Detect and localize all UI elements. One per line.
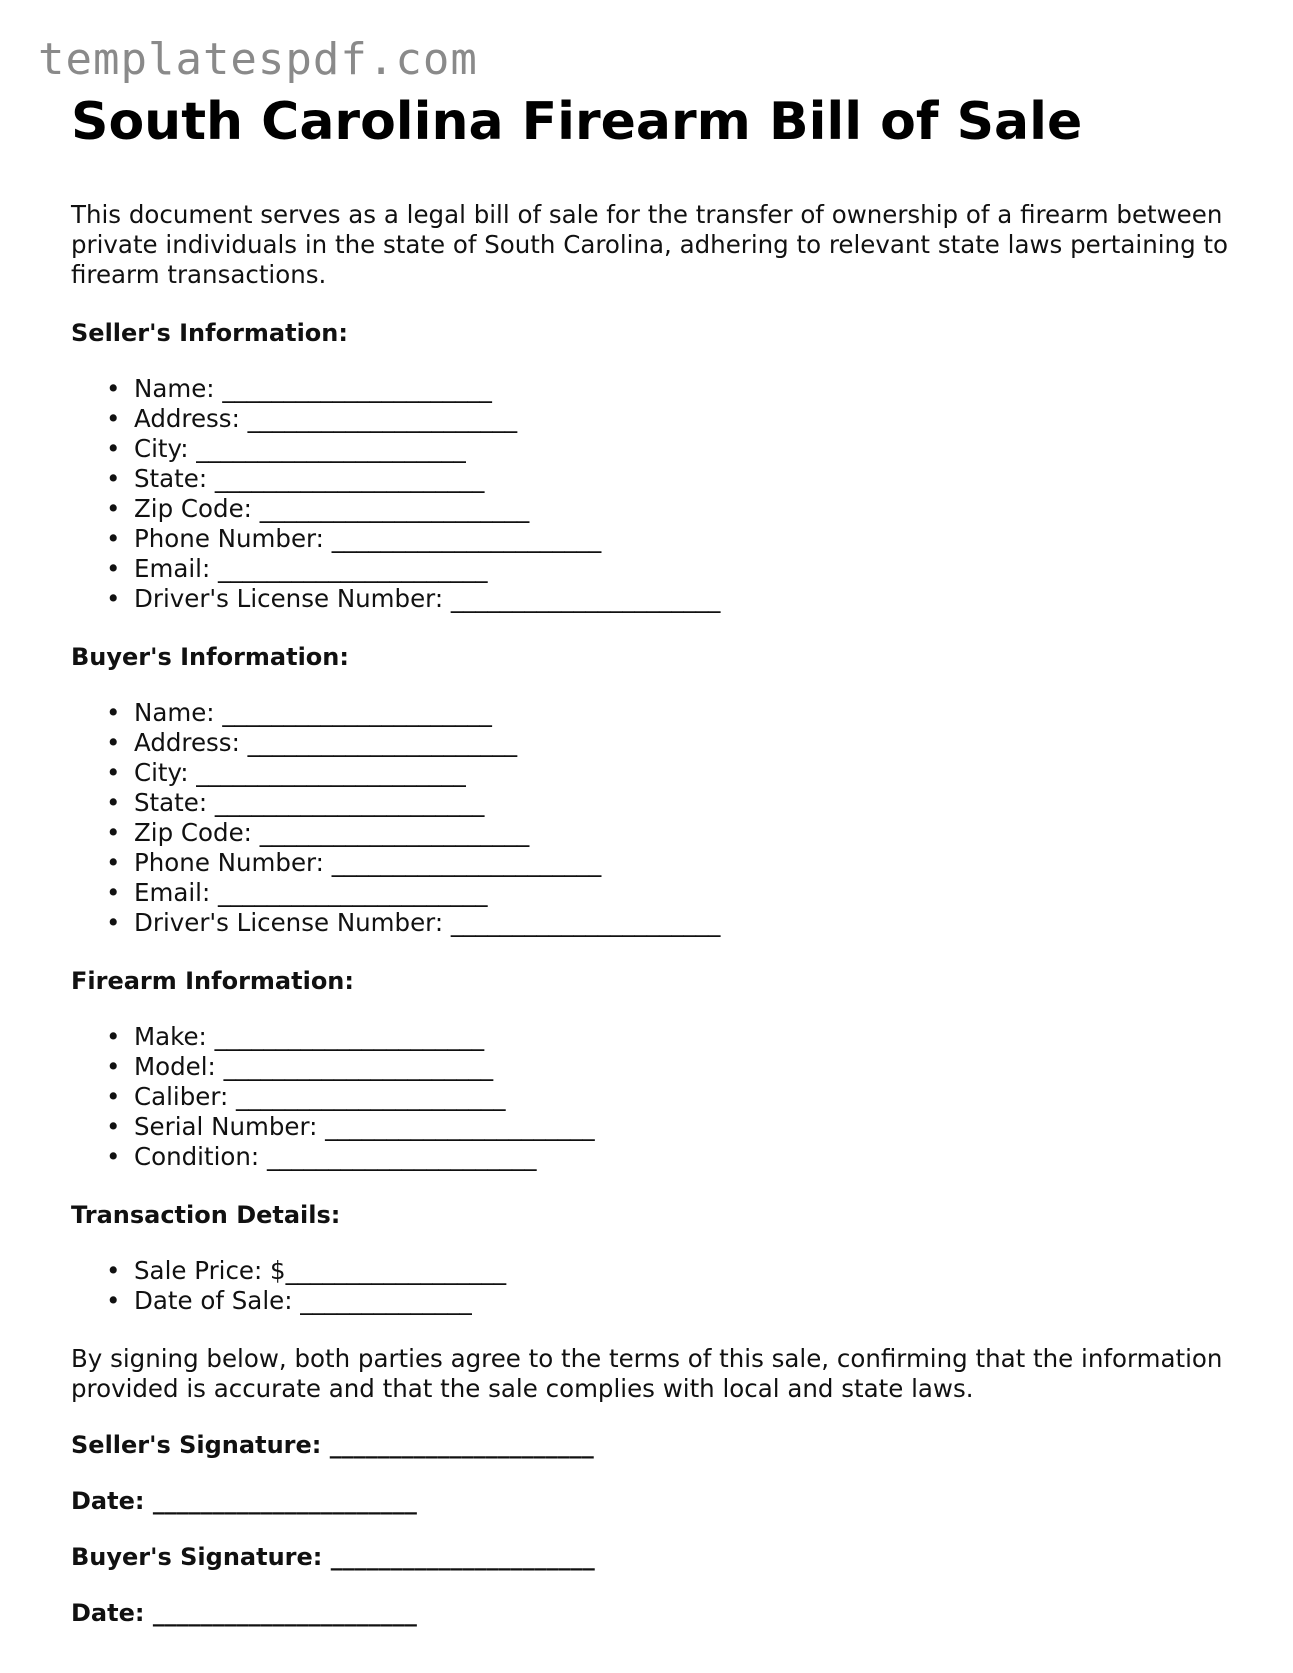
field-label: Email: ______________________	[134, 878, 488, 907]
firearm-field-serial	[106, 1112, 1231, 1142]
seller-field-email	[106, 554, 1231, 584]
bullet-icon: •	[106, 1256, 121, 1285]
field-label: Condition: ______________________	[134, 1142, 537, 1171]
field-label: Phone Number: ______________________	[134, 524, 602, 553]
buyer-field-name	[106, 698, 1231, 728]
field-label: Caliber: ______________________	[134, 1082, 506, 1111]
buyer-field-zip	[106, 818, 1231, 848]
field-label: Sale Price: $__________________	[134, 1256, 507, 1285]
field-label: Address: ______________________	[134, 404, 518, 433]
field-label: Address: ______________________	[134, 728, 518, 757]
bullet-icon: •	[106, 908, 121, 937]
buyer-field-email	[106, 878, 1231, 908]
bullet-icon: •	[106, 788, 121, 817]
document-page	[71, 86, 1231, 1628]
firearm-field-caliber	[106, 1082, 1231, 1112]
intro-paragraph: This document serves as a legal bill of sale for the transfer of ownership of a firearm between private individuals in the state of South Carolina, adhering to relevant state laws pertaining to firearm transactions.	[71, 200, 1229, 289]
seller-date-line: Date: ______________________	[71, 1487, 417, 1515]
transaction-field-date	[106, 1286, 1231, 1316]
field-label: City: ______________________	[134, 758, 466, 787]
buyer-field-city	[106, 758, 1231, 788]
bullet-icon: •	[106, 1082, 121, 1111]
buyer-field-list	[71, 698, 1231, 938]
buyer-field-phone	[106, 848, 1231, 878]
seller-field-address	[106, 404, 1231, 434]
field-label: Driver's License Number: ______________________	[134, 584, 721, 613]
buyer-heading: Buyer's Information:	[71, 643, 349, 671]
bullet-icon: •	[106, 524, 121, 553]
field-label: State: ______________________	[134, 464, 485, 493]
field-label: Driver's License Number: ______________________	[134, 908, 721, 937]
firearm-field-condition	[106, 1142, 1231, 1172]
buyer-field-license	[106, 908, 1231, 938]
field-label: Model: ______________________	[134, 1052, 494, 1081]
bullet-icon: •	[106, 698, 121, 727]
field-label: Name: ______________________	[134, 698, 492, 727]
firearm-heading: Firearm Information:	[71, 967, 354, 995]
field-label: Zip Code: ______________________	[134, 494, 530, 523]
field-label: Make: ______________________	[134, 1022, 485, 1051]
field-label: Serial Number: ______________________	[134, 1112, 595, 1141]
firearm-field-list	[71, 1022, 1231, 1172]
bullet-icon: •	[106, 404, 121, 433]
bullet-icon: •	[106, 1286, 121, 1315]
bullet-icon: •	[106, 584, 121, 613]
bullet-icon: •	[106, 728, 121, 757]
transaction-field-list	[71, 1256, 1231, 1316]
seller-field-state	[106, 464, 1231, 494]
bullet-icon: •	[106, 1112, 121, 1141]
closing-paragraph: By signing below, both parties agree to the terms of this sale, confirming that the information provided is accurate and that the sale complies with local and state laws.	[71, 1344, 1223, 1403]
page-title: South Carolina Firearm Bill of Sale	[71, 92, 1083, 152]
bullet-icon: •	[106, 434, 121, 463]
transaction-heading: Transaction Details:	[71, 1201, 341, 1229]
field-label: Email: ______________________	[134, 554, 488, 583]
transaction-field-price	[106, 1256, 1231, 1286]
seller-field-list	[71, 374, 1231, 614]
firearm-field-model	[106, 1052, 1231, 1082]
seller-signature-line: Seller's Signature: ______________________	[71, 1431, 594, 1459]
seller-field-zip	[106, 494, 1231, 524]
bullet-icon: •	[106, 1022, 121, 1051]
bullet-icon: •	[106, 374, 121, 403]
bullet-icon: •	[106, 494, 121, 523]
field-label: Date of Sale: ______________	[134, 1286, 472, 1315]
bullet-icon: •	[106, 1142, 121, 1171]
seller-heading: Seller's Information:	[71, 319, 348, 347]
seller-field-city	[106, 434, 1231, 464]
bullet-icon: •	[106, 464, 121, 493]
bullet-icon: •	[106, 848, 121, 877]
field-label: Phone Number: ______________________	[134, 848, 602, 877]
buyer-signature-line: Buyer's Signature: ______________________	[71, 1543, 595, 1571]
seller-field-phone	[106, 524, 1231, 554]
field-label: Name: ______________________	[134, 374, 492, 403]
field-label: State: ______________________	[134, 788, 485, 817]
seller-field-license	[106, 584, 1231, 614]
buyer-field-address	[106, 728, 1231, 758]
bullet-icon: •	[106, 1052, 121, 1081]
field-label: City: ______________________	[134, 434, 466, 463]
bullet-icon: •	[106, 878, 121, 907]
firearm-field-make	[106, 1022, 1231, 1052]
bullet-icon: •	[106, 758, 121, 787]
field-label: Zip Code: ______________________	[134, 818, 530, 847]
bullet-icon: •	[106, 818, 121, 847]
buyer-field-state	[106, 788, 1231, 818]
watermark: templatespdf.com	[38, 34, 478, 85]
bullet-icon: •	[106, 554, 121, 583]
buyer-date-line: Date: ______________________	[71, 1599, 417, 1627]
seller-field-name	[106, 374, 1231, 404]
